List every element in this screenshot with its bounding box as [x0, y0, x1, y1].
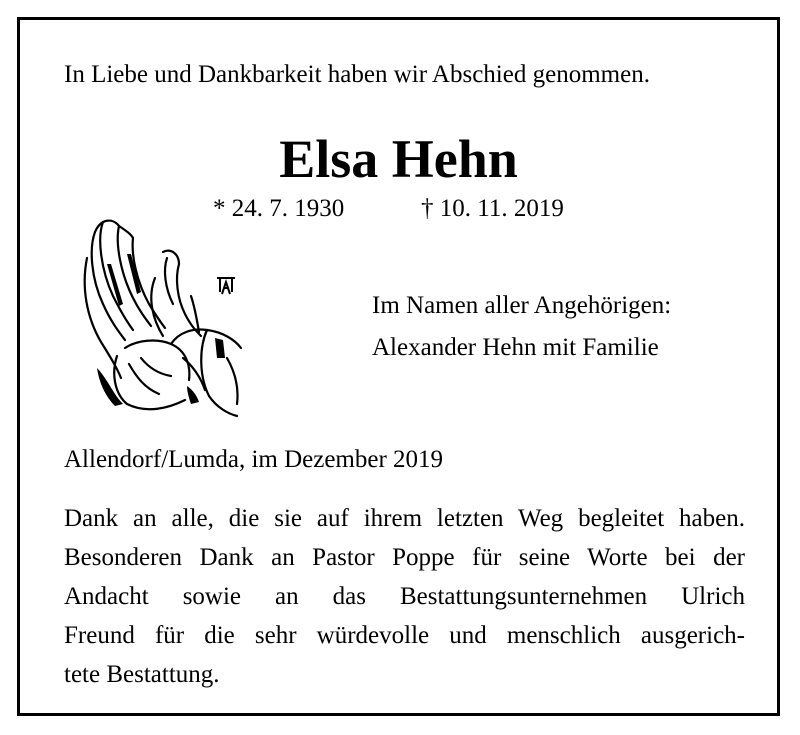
opening-line: In Liebe und Dankbarkeit haben wir Abschied genommen. — [64, 61, 650, 88]
thanks-paragraph — [64, 499, 745, 694]
death-date: † 10. 11. 2019 — [421, 195, 564, 222]
thanks-line: tete Bestattung. — [64, 661, 220, 688]
thanks-line: Dank an alle, die sie auf ihrem letzten Weg begleitet haben. — [64, 505, 745, 532]
life-dates — [213, 194, 564, 224]
place-and-date: Allendorf/Lumda, im Dezember 2019 — [64, 446, 444, 473]
obituary-notice — [17, 17, 780, 716]
mourners-names: Alexander Hehn mit Familie — [372, 334, 659, 361]
thanks-line: Besonderen Dank an Pastor Poppe für seine Worte bei der — [64, 544, 745, 571]
birth-date: * 24. 7. 1930 — [213, 195, 345, 222]
thanks-line: Andacht sowie an das Bestattungsunternehmen Ulrich — [64, 583, 745, 610]
deceased-name: Elsa Hehn — [279, 129, 518, 189]
praying-hands-icon — [67, 208, 257, 418]
mourners-intro: Im Namen aller Angehörigen: — [372, 292, 672, 319]
thanks-line: Freund für die sehr würdevolle und menschlich ausgerich- — [64, 622, 745, 649]
